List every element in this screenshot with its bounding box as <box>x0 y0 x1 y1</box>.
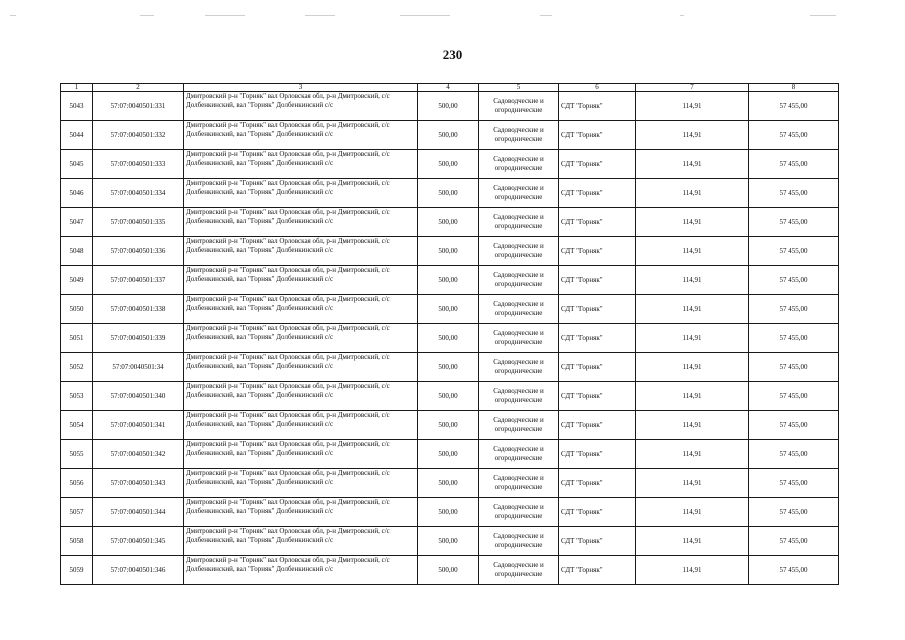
column-header-5: 5 <box>479 84 559 92</box>
organization-cell: СДТ "Горняк" <box>559 179 636 208</box>
address-cell: Дмитровский р-н "Горняк" вал Орловская обл, р-н Дмитровский, с/с Долбенкинский, вал "Горняк" Долбенкинский с/с <box>184 498 418 527</box>
row-number-cell: 5052 <box>61 353 93 382</box>
header-row <box>61 84 839 92</box>
organization-cell: СДТ "Горняк" <box>559 92 636 121</box>
address-cell: Дмитровский р-н "Горняк" вал Орловская обл, р-н Дмитровский, с/с Долбенкинский, вал "Горняк" Долбенкинский с/с <box>184 382 418 411</box>
organization-cell: СДТ "Горняк" <box>559 498 636 527</box>
table-row <box>61 411 839 440</box>
land-use-cell: Садоводческие и огороднические <box>479 469 559 498</box>
table-row <box>61 469 839 498</box>
row-number-cell: 5054 <box>61 411 93 440</box>
land-use-cell: Садоводческие и огороднические <box>479 527 559 556</box>
column-header-2: 2 <box>93 84 184 92</box>
unit-price-cell: 114,91 <box>636 556 749 585</box>
unit-price-cell: 114,91 <box>636 382 749 411</box>
column-header-6: 6 <box>559 84 636 92</box>
area-cell: 500,00 <box>418 411 479 440</box>
cadastral-cost-cell: 57 455,00 <box>749 150 839 179</box>
land-use-cell: Садоводческие и огороднические <box>479 324 559 353</box>
area-cell: 500,00 <box>418 527 479 556</box>
unit-price-cell: 114,91 <box>636 498 749 527</box>
unit-price-cell: 114,91 <box>636 266 749 295</box>
land-use-cell: Садоводческие и огороднические <box>479 266 559 295</box>
land-registry-table <box>60 83 839 585</box>
address-cell: Дмитровский р-н "Горняк" вал Орловская обл, р-н Дмитровский, с/с Долбенкинский, вал "Горняк" Долбенкинский с/с <box>184 411 418 440</box>
area-cell: 500,00 <box>418 324 479 353</box>
cadastral-number-cell: 57:07:0040501:339 <box>93 324 184 353</box>
cadastral-cost-cell: 57 455,00 <box>749 237 839 266</box>
cadastral-cost-cell: 57 455,00 <box>749 353 839 382</box>
area-cell: 500,00 <box>418 295 479 324</box>
scan-artifact <box>305 15 335 16</box>
table-header <box>61 84 839 92</box>
cadastral-number-cell: 57:07:0040501:341 <box>93 411 184 440</box>
land-use-cell: Садоводческие и огороднические <box>479 295 559 324</box>
address-cell: Дмитровский р-н "Горняк" вал Орловская обл, р-н Дмитровский, с/с Долбенкинский, вал "Горняк" Долбенкинский с/с <box>184 179 418 208</box>
area-cell: 500,00 <box>418 237 479 266</box>
cadastral-number-cell: 57:07:0040501:332 <box>93 121 184 150</box>
cadastral-cost-cell: 57 455,00 <box>749 179 839 208</box>
row-number-cell: 5049 <box>61 266 93 295</box>
cadastral-number-cell: 57:07:0040501:331 <box>93 92 184 121</box>
cadastral-number-cell: 57:07:0040501:342 <box>93 440 184 469</box>
organization-cell: СДТ "Горняк" <box>559 295 636 324</box>
unit-price-cell: 114,91 <box>636 411 749 440</box>
page-number: 230 <box>442 47 463 62</box>
table-row <box>61 498 839 527</box>
table-row <box>61 92 839 121</box>
cadastral-number-cell: 57:07:0040501:334 <box>93 179 184 208</box>
cadastral-cost-cell: 57 455,00 <box>749 266 839 295</box>
organization-cell: СДТ "Горняк" <box>559 411 636 440</box>
land-use-cell: Садоводческие и огороднические <box>479 382 559 411</box>
column-header-1: 1 <box>61 84 93 92</box>
cadastral-cost-cell: 57 455,00 <box>749 498 839 527</box>
row-number-cell: 5048 <box>61 237 93 266</box>
area-cell: 500,00 <box>418 556 479 585</box>
scan-artifact <box>205 15 245 16</box>
unit-price-cell: 114,91 <box>636 179 749 208</box>
cadastral-cost-cell: 57 455,00 <box>749 411 839 440</box>
area-cell: 500,00 <box>418 179 479 208</box>
unit-price-cell: 114,91 <box>636 92 749 121</box>
table-row <box>61 527 839 556</box>
cadastral-cost-cell: 57 455,00 <box>749 295 839 324</box>
table-row <box>61 266 839 295</box>
cadastral-number-cell: 57:07:0040501:346 <box>93 556 184 585</box>
scan-artifact <box>400 15 450 16</box>
table-row <box>61 556 839 585</box>
cadastral-number-cell: 57:07:0040501:34 <box>93 353 184 382</box>
organization-cell: СДТ "Горняк" <box>559 353 636 382</box>
organization-cell: СДТ "Горняк" <box>559 266 636 295</box>
column-header-4: 4 <box>418 84 479 92</box>
cadastral-number-cell: 57:07:0040501:344 <box>93 498 184 527</box>
area-cell: 500,00 <box>418 92 479 121</box>
row-number-cell: 5056 <box>61 469 93 498</box>
organization-cell: СДТ "Горняк" <box>559 150 636 179</box>
cadastral-cost-cell: 57 455,00 <box>749 121 839 150</box>
cadastral-number-cell: 57:07:0040501:337 <box>93 266 184 295</box>
column-header-8: 8 <box>749 84 839 92</box>
table-row <box>61 208 839 237</box>
address-cell: Дмитровский р-н "Горняк" вал Орловская обл, р-н Дмитровский, с/с Долбенкинский, вал "Горняк" Долбенкинский с/с <box>184 92 418 121</box>
row-number-cell: 5059 <box>61 556 93 585</box>
address-cell: Дмитровский р-н "Горняк" вал Орловская обл, р-н Дмитровский, с/с Долбенкинский, вал "Горняк" Долбенкинский с/с <box>184 150 418 179</box>
row-number-cell: 5047 <box>61 208 93 237</box>
area-cell: 500,00 <box>418 440 479 469</box>
address-cell: Дмитровский р-н "Горняк" вал Орловская обл, р-н Дмитровский, с/с Долбенкинский, вал "Горняк" Долбенкинский с/с <box>184 295 418 324</box>
land-use-cell: Садоводческие и огороднические <box>479 150 559 179</box>
cadastral-number-cell: 57:07:0040501:340 <box>93 382 184 411</box>
land-use-cell: Садоводческие и огороднические <box>479 92 559 121</box>
cadastral-cost-cell: 57 455,00 <box>749 440 839 469</box>
address-cell: Дмитровский р-н "Горняк" вал Орловская обл, р-н Дмитровский, с/с Долбенкинский, вал "Горняк" Долбенкинский с/с <box>184 324 418 353</box>
table-row <box>61 324 839 353</box>
address-cell: Дмитровский р-н "Горняк" вал Орловская обл, р-н Дмитровский, с/с Долбенкинский, вал "Горняк" Долбенкинский с/с <box>184 237 418 266</box>
land-use-cell: Садоводческие и огороднические <box>479 498 559 527</box>
area-cell: 500,00 <box>418 150 479 179</box>
cadastral-number-cell: 57:07:0040501:343 <box>93 469 184 498</box>
address-cell: Дмитровский р-н "Горняк" вал Орловская обл, р-н Дмитровский, с/с Долбенкинский, вал "Горняк" Долбенкинский с/с <box>184 440 418 469</box>
land-use-cell: Садоводческие и огороднические <box>479 237 559 266</box>
unit-price-cell: 114,91 <box>636 440 749 469</box>
row-number-cell: 5053 <box>61 382 93 411</box>
scan-artifact <box>10 15 16 16</box>
cadastral-cost-cell: 57 455,00 <box>749 556 839 585</box>
organization-cell: СДТ "Горняк" <box>559 527 636 556</box>
area-cell: 500,00 <box>418 121 479 150</box>
table-row <box>61 353 839 382</box>
column-header-3: 3 <box>184 84 418 92</box>
unit-price-cell: 114,91 <box>636 150 749 179</box>
cadastral-cost-cell: 57 455,00 <box>749 208 839 237</box>
table-row <box>61 121 839 150</box>
cadastral-cost-cell: 57 455,00 <box>749 527 839 556</box>
column-header-7: 7 <box>636 84 749 92</box>
row-number-cell: 5046 <box>61 179 93 208</box>
scan-artifact <box>140 15 154 16</box>
row-number-cell: 5057 <box>61 498 93 527</box>
land-use-cell: Садоводческие и огороднические <box>479 411 559 440</box>
area-cell: 500,00 <box>418 469 479 498</box>
address-cell: Дмитровский р-н "Горняк" вал Орловская обл, р-н Дмитровский, с/с Долбенкинский, вал "Горняк" Долбенкинский с/с <box>184 266 418 295</box>
row-number-cell: 5045 <box>61 150 93 179</box>
table-row <box>61 382 839 411</box>
land-use-cell: Садоводческие и огороднические <box>479 556 559 585</box>
table-row <box>61 179 839 208</box>
land-use-cell: Садоводческие и огороднические <box>479 440 559 469</box>
cadastral-number-cell: 57:07:0040501:336 <box>93 237 184 266</box>
cadastral-number-cell: 57:07:0040501:333 <box>93 150 184 179</box>
land-use-cell: Садоводческие и огороднические <box>479 353 559 382</box>
organization-cell: СДТ "Горняк" <box>559 469 636 498</box>
organization-cell: СДТ "Горняк" <box>559 556 636 585</box>
scan-artifact <box>540 15 552 16</box>
area-cell: 500,00 <box>418 353 479 382</box>
unit-price-cell: 114,91 <box>636 527 749 556</box>
row-number-cell: 5058 <box>61 527 93 556</box>
cadastral-cost-cell: 57 455,00 <box>749 324 839 353</box>
scan-artifact <box>810 15 836 16</box>
table-row <box>61 440 839 469</box>
land-use-cell: Садоводческие и огороднические <box>479 121 559 150</box>
area-cell: 500,00 <box>418 266 479 295</box>
organization-cell: СДТ "Горняк" <box>559 208 636 237</box>
unit-price-cell: 114,91 <box>636 208 749 237</box>
address-cell: Дмитровский р-н "Горняк" вал Орловская обл, р-н Дмитровский, с/с Долбенкинский, вал "Горняк" Долбенкинский с/с <box>184 469 418 498</box>
cadastral-number-cell: 57:07:0040501:335 <box>93 208 184 237</box>
scan-artifact <box>680 15 684 16</box>
cadastral-cost-cell: 57 455,00 <box>749 382 839 411</box>
table-body <box>61 92 839 585</box>
address-cell: Дмитровский р-н "Горняк" вал Орловская обл, р-н Дмитровский, с/с Долбенкинский, вал "Горняк" Долбенкинский с/с <box>184 208 418 237</box>
row-number-cell: 5044 <box>61 121 93 150</box>
row-number-cell: 5050 <box>61 295 93 324</box>
organization-cell: СДТ "Горняк" <box>559 237 636 266</box>
area-cell: 500,00 <box>418 498 479 527</box>
area-cell: 500,00 <box>418 208 479 237</box>
organization-cell: СДТ "Горняк" <box>559 121 636 150</box>
unit-price-cell: 114,91 <box>636 295 749 324</box>
address-cell: Дмитровский р-н "Горняк" вал Орловская обл, р-н Дмитровский, с/с Долбенкинский, вал "Горняк" Долбенкинский с/с <box>184 556 418 585</box>
organization-cell: СДТ "Горняк" <box>559 324 636 353</box>
address-cell: Дмитровский р-н "Горняк" вал Орловская обл, р-н Дмитровский, с/с Долбенкинский, вал "Горняк" Долбенкинский с/с <box>184 527 418 556</box>
row-number-cell: 5043 <box>61 92 93 121</box>
unit-price-cell: 114,91 <box>636 324 749 353</box>
address-cell: Дмитровский р-н "Горняк" вал Орловская обл, р-н Дмитровский, с/с Долбенкинский, вал "Горняк" Долбенкинский с/с <box>184 353 418 382</box>
unit-price-cell: 114,91 <box>636 353 749 382</box>
table-row <box>61 150 839 179</box>
land-use-cell: Садоводческие и огороднические <box>479 208 559 237</box>
cadastral-number-cell: 57:07:0040501:338 <box>93 295 184 324</box>
unit-price-cell: 114,91 <box>636 237 749 266</box>
row-number-cell: 5051 <box>61 324 93 353</box>
table-row <box>61 237 839 266</box>
cadastral-number-cell: 57:07:0040501:345 <box>93 527 184 556</box>
address-cell: Дмитровский р-н "Горняк" вал Орловская обл, р-н Дмитровский, с/с Долбенкинский, вал "Горняк" Долбенкинский с/с <box>184 121 418 150</box>
cadastral-cost-cell: 57 455,00 <box>749 92 839 121</box>
unit-price-cell: 114,91 <box>636 469 749 498</box>
cadastral-cost-cell: 57 455,00 <box>749 469 839 498</box>
organization-cell: СДТ "Горняк" <box>559 382 636 411</box>
area-cell: 500,00 <box>418 382 479 411</box>
land-use-cell: Садоводческие и огороднические <box>479 179 559 208</box>
unit-price-cell: 114,91 <box>636 121 749 150</box>
organization-cell: СДТ "Горняк" <box>559 440 636 469</box>
row-number-cell: 5055 <box>61 440 93 469</box>
table-row <box>61 295 839 324</box>
